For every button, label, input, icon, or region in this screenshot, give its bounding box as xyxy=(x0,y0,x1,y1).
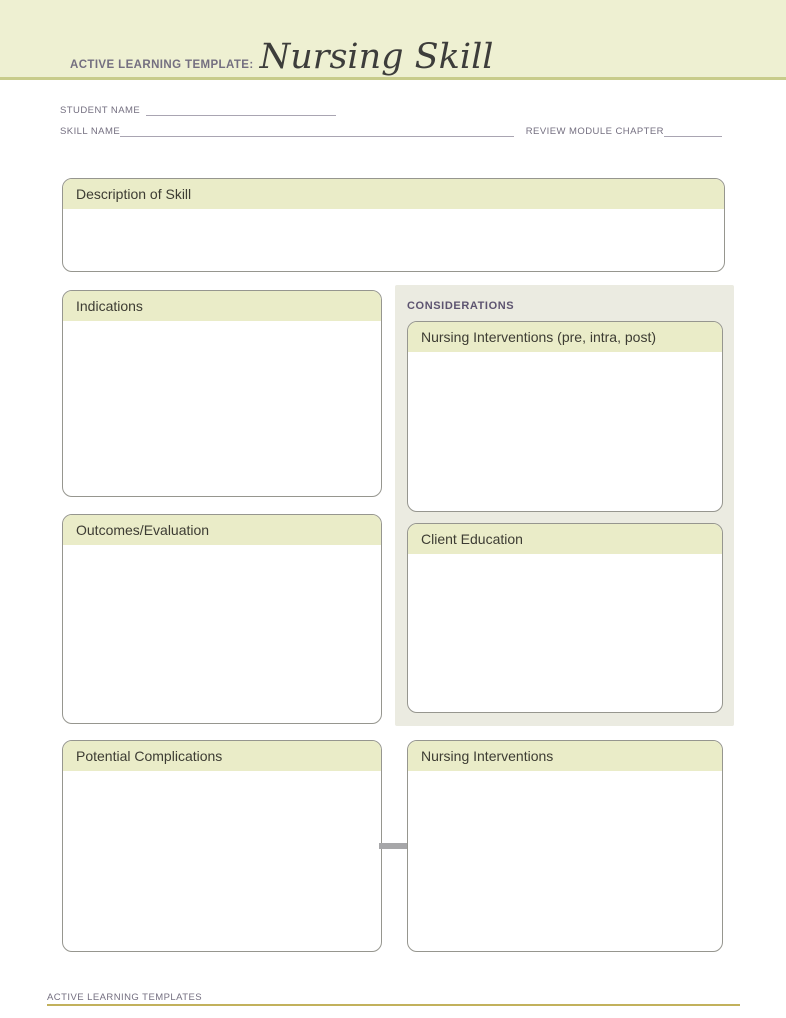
review-module-chapter-field[interactable] xyxy=(664,124,722,137)
indications-field[interactable] xyxy=(63,321,381,497)
considerations-panel xyxy=(395,285,734,726)
outcomes-evaluation-title: Outcomes/Evaluation xyxy=(63,515,381,545)
considerations-label: CONSIDERATIONS xyxy=(407,300,515,312)
nursing-interventions-pip-box xyxy=(407,321,723,512)
description-of-skill-title: Description of Skill xyxy=(63,179,724,209)
client-education-box xyxy=(407,523,723,713)
description-of-skill-box xyxy=(62,178,725,272)
page-title: Nursing Skill xyxy=(259,37,494,77)
review-module-chapter-label: REVIEW MODULE CHAPTER xyxy=(525,126,664,137)
student-name-row xyxy=(60,103,340,116)
client-education-field[interactable] xyxy=(408,554,722,713)
skill-name-field[interactable] xyxy=(120,124,514,137)
header-band xyxy=(0,0,786,80)
footer-rule xyxy=(47,1004,740,1006)
outcomes-evaluation-field[interactable] xyxy=(63,545,381,724)
student-name-field[interactable] xyxy=(146,103,336,116)
indications-title: Indications xyxy=(63,291,381,321)
nursing-interventions-field[interactable] xyxy=(408,771,722,952)
outcomes-evaluation-box xyxy=(62,514,382,724)
brand-heading xyxy=(70,37,494,77)
indications-box xyxy=(62,290,382,497)
template-kicker-label: ACTIVE LEARNING TEMPLATE: xyxy=(70,59,254,71)
student-name-label: STUDENT NAME xyxy=(60,105,141,116)
nursing-interventions-pip-title: Nursing Interventions (pre, intra, post) xyxy=(408,322,722,352)
client-education-title: Client Education xyxy=(408,524,722,554)
potential-complications-field[interactable] xyxy=(63,771,381,952)
potential-complications-box xyxy=(62,740,382,952)
skill-name-row xyxy=(60,124,722,137)
nursing-interventions-pip-field[interactable] xyxy=(408,352,722,512)
potential-complications-title: Potential Complications xyxy=(63,741,381,771)
box-connector-bar xyxy=(379,843,409,849)
description-of-skill-field[interactable] xyxy=(63,209,724,272)
skill-name-label: SKILL NAME xyxy=(60,126,121,137)
nursing-interventions-box xyxy=(407,740,723,952)
nursing-interventions-title: Nursing Interventions xyxy=(408,741,722,771)
footer-label: ACTIVE LEARNING TEMPLATES xyxy=(47,992,203,1003)
